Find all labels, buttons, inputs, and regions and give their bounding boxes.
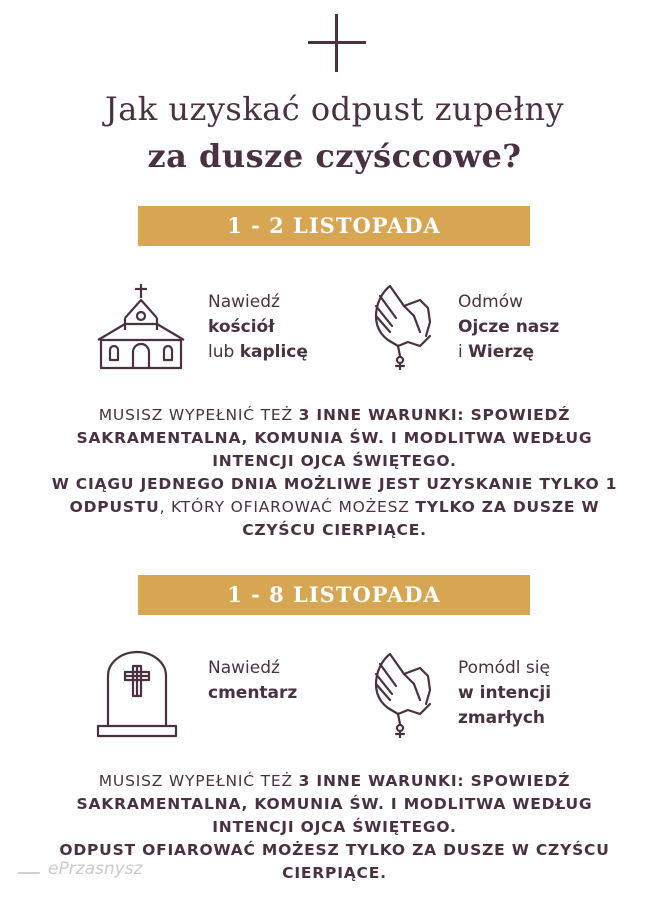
conditions-text-2: MUSISZ WYPEŁNIĆ TEŻ 3 INNE WARUNKI: SPOWIEDŹ SAKRAMENTALNA, KOMUNIA ŚW. I MODLITWA WEDŁUG INTENCJI OJCA ŚWIĘTEGO. ODPUST OFIAROWAĆ MOŻESZ TYLKO ZA DUSZE W CZYŚCU CIERPIĄCE. — [59, 772, 610, 882]
visit-church-text: Nawiedź kościół lub kaplicę — [208, 292, 308, 362]
visit-cemetery-text: Nawiedź cmentarz — [208, 658, 298, 703]
watermark: ePrzasnysz — [22, 858, 143, 879]
conditions-text-1: MUSISZ WYPEŁNIĆ TEŻ 3 INNE WARUNKI: SPOWIEDŹ SAKRAMENTALNA, KOMUNIA ŚW. I MODLITWA WEDŁUG INTENCJI OJCA ŚWIĘTEGO. W CIĄGU JEDNEGO DNIA MOŻLIWE JEST UZYSKANIE TYLKO 1 ODPUSTU, KTÓRY OFIAROWAĆ MOŻESZ TYLKO ZA DUSZE W CZYŚCU CIERPIĄCE. — [51, 406, 618, 539]
date-band-1: 1 - 2 LISTOPADA — [138, 206, 530, 246]
pray-for-dead-text: Pomódl się w intencji zmarłych — [458, 658, 552, 728]
date-band-2: 1 - 8 LISTOPADA — [138, 575, 530, 615]
watermark-logo-icon — [17, 858, 48, 874]
page-title-line2: za dusze czyśccowe? — [147, 137, 522, 175]
page-title-line1: Jak uzyskać odpust zupełny — [104, 90, 565, 128]
praying-hands-icon-2 — [368, 650, 438, 738]
gravestone-icon — [96, 650, 178, 738]
praying-hands-icon — [368, 282, 438, 370]
church-icon — [95, 282, 187, 370]
cross-icon — [308, 14, 366, 72]
pray-text: Odmów Ojcze nasz i Wierzę — [458, 292, 560, 362]
